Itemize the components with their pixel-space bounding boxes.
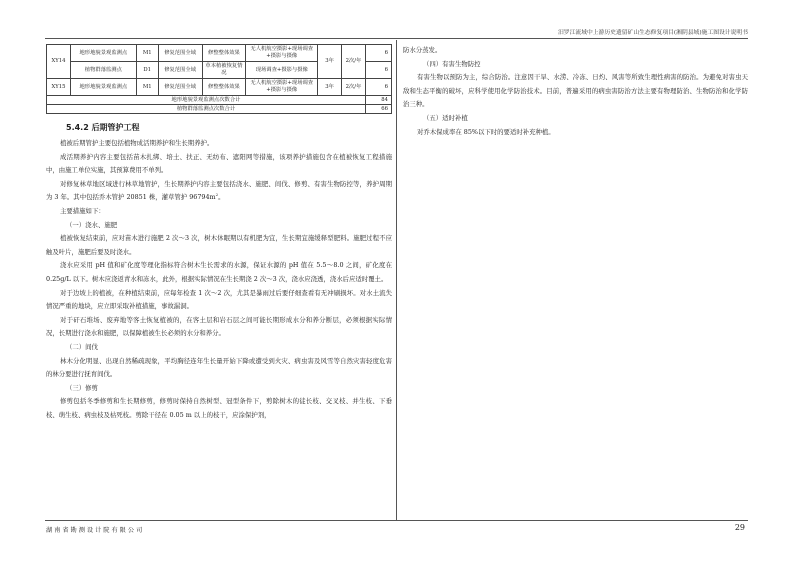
paragraph: 植被恢复结束前，应对苗木进行施肥 2 次～3 次，树木休眠期以有机肥为宜，生长期宜施缓释型肥料。施肥过程不应触及叶片，施肥后要及时浇水。: [46, 234, 392, 256]
count-cell: 6: [365, 79, 391, 96]
paragraph: 修剪包括冬季修剪和生长期修剪，修剪时保持自然树型、冠型条件下，剪除树木的徒长枝、交叉枝、并生枝、下垂枝、萌生枝、病虫枝及枯死枝。剪除干径在 0.05 m 以上的枝干，应涂保护剂，: [46, 397, 392, 419]
paragraph: 成活期养护内容主要包括苗木扎绑、培土、扶正、无纺布、遮阳网等措施，该项养护措施包含在植被恢复工程措施中，由施工单位实施，其预算费用不单列。: [46, 152, 392, 175]
monitoring-table: [46, 44, 392, 114]
purpose-cell: 修整整体效果: [202, 79, 246, 96]
method-cell: 无人机航空摄影+现场调查+摄影与摄像: [246, 45, 318, 62]
paragraph: 对于矸石堆场、废弃地等客土恢复植被的，在客土层和岩石层之间可能长期形成水分和养分断层，必须根据实际情况，长期进行浇水和施肥，以保障植被生长必须的水分和养分。: [46, 315, 392, 338]
code-cell: D1: [136, 62, 158, 79]
period-cell: 3年: [318, 79, 342, 96]
subheading: （五）适时补植: [423, 113, 468, 122]
content-cell: 植物群落监测点: [70, 62, 136, 79]
period-cell: 3年: [318, 45, 342, 79]
paragraph: 林木分化明显、出现自然稀疏现象，平均胸径连年生长量开始下降或遭受到火灾、病虫害及风雪等自然灾害轻度危害的林分要进行抚育间伐。: [46, 356, 392, 379]
column-divider: [396, 40, 397, 520]
content-cell: 地形地貌景观监测点: [70, 79, 136, 96]
header-rule: [45, 38, 748, 39]
count-cell: 6: [365, 62, 391, 79]
left-column: [46, 44, 392, 422]
total-label: 地形地貌景观监测点次数合计: [47, 96, 366, 105]
purpose-cell: 修整整体效果: [202, 45, 246, 62]
paragraph: 有害生物以预防为主，综合防治。注意因干旱、水涝、冷冻、日灼、风害等所致生理性病害的防治。为避免对害虫天敌和生态平衡的破坏，应科学使用化学防治技术。目前，普遍采用的病虫害防治方法主要有物理防治、生物防治和化学防治三种。: [403, 73, 748, 109]
method-cell: 无人机航空摄影+现场调查+摄影与摄像: [246, 79, 318, 96]
paragraph: 植被后期管护主要包括植物成活期养护和生长期养护。: [60, 139, 214, 147]
scope-cell: 修复范围全域: [158, 79, 202, 96]
table-row: [47, 45, 392, 62]
paragraph-text: 对修复林草地区域进行林草地管护，生长期养护内容主要包括浇水、施肥、间伐、修剪、有害生物防控等，养护周期为 3 年。其中包括乔木管护 20851 株，灌草管护 96794m: [46, 179, 392, 202]
purpose-cell: 草本植被恢复情况: [202, 62, 246, 79]
total-label: 植物群落监测点次数合计: [47, 105, 366, 114]
count-cell: 6: [365, 45, 391, 62]
total-value: 66: [365, 105, 391, 114]
page-header: [0, 0, 793, 40]
code-cell: M1: [136, 45, 158, 62]
subheading: （三）修剪: [66, 383, 98, 392]
scope-cell: 修复范围全域: [158, 45, 202, 62]
total-row: [47, 105, 392, 114]
total-value: 84: [365, 96, 391, 105]
frequency-cell: 2次/年: [342, 45, 366, 79]
code-cell: M1: [136, 79, 158, 96]
paragraph: 对于边坡上的植被，在种植结束前，应每年检查 1 次～2 次，尤其是暴雨过后要仔细查看有无冲刷损坏。对水土流失情况严重的地块，应立即采取补植措施，事故漏洞。: [46, 288, 392, 311]
footer-rule: [45, 520, 748, 521]
table-row: [47, 79, 392, 96]
method-cell: 现场调查+摄影与摄像: [246, 62, 318, 79]
subheading: （一）浇水、施肥: [66, 220, 118, 229]
right-column: [403, 44, 748, 139]
paragraph: 浇水应采用 pH 值和矿化度等理化指标符合树木生长需求的水源，保证水源的 pH 值在 5.5～8.0 之间，矿化度在 0.25g/L 以下。树木应浇返青水和冻水，此外，根据实际情况在生长期浇 2 次～3 次，浇水应浇透，浇水后应适时覆土。: [46, 261, 392, 283]
section-title: 5.4.2 后期管护工程: [66, 123, 140, 132]
paragraph-text-end: 。: [218, 193, 225, 202]
point-id-cell: XY14: [47, 45, 71, 79]
content-cell: 地形地貌景观监测点: [70, 45, 136, 62]
paragraph: [46, 178, 392, 205]
point-id-cell: XY15: [47, 79, 71, 96]
page-number: 29: [734, 523, 745, 532]
paragraph: 主要措施如下：: [60, 206, 105, 215]
scope-cell: 修复范围全域: [158, 62, 202, 79]
company-name: 湖南省勘测设计院有限公司: [46, 527, 145, 534]
frequency-cell: 2次/年: [342, 79, 366, 96]
header-title: 汨罗江流域中上游历史遗留矿山生态修复项目(湘阴县域)施工图设计说明书: [557, 30, 748, 36]
subheading: （二）间伐: [66, 342, 98, 351]
paragraph: 对乔木保成率在 85%以下时的要适时补充种植。: [417, 127, 555, 136]
paragraph: 防水分蒸发。: [403, 46, 442, 54]
superscript: 2: [215, 192, 219, 198]
subheading: （四）有害生物防控: [423, 59, 481, 68]
total-row: [47, 96, 392, 105]
